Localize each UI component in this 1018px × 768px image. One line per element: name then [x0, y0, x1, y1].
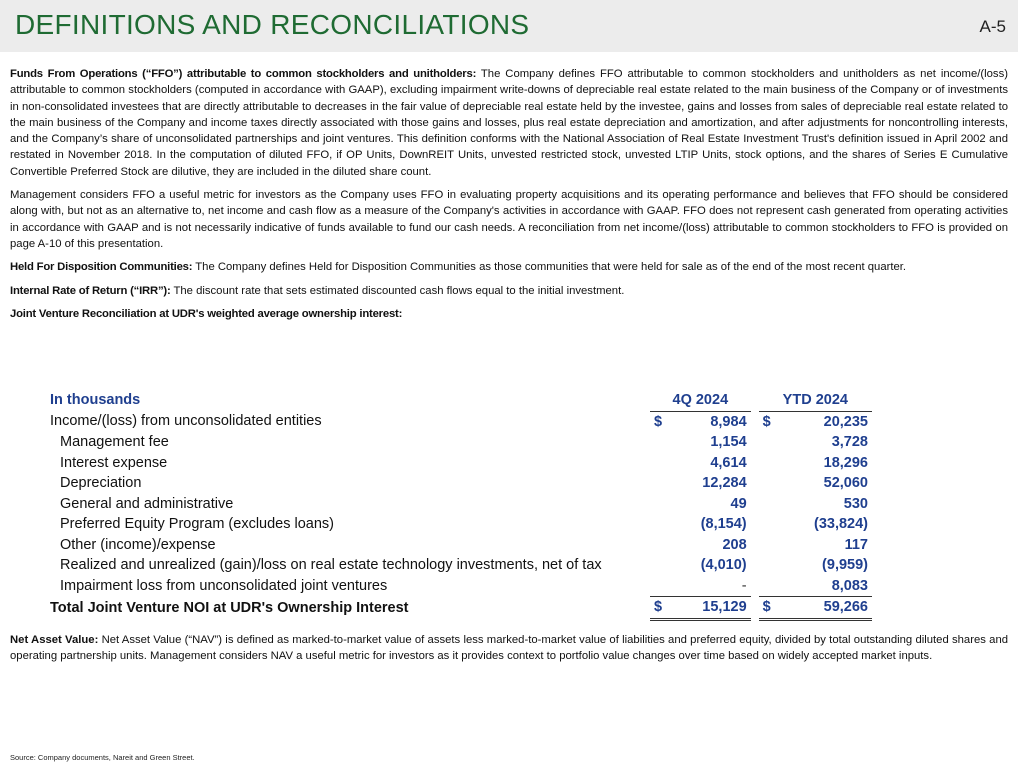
header-bar — [0, 0, 1018, 52]
currency-symbol: $ — [650, 597, 672, 620]
jv-heading: Joint Venture Reconciliation at UDR's weighted average ownership interest: — [10, 307, 403, 320]
ffo-term: Funds From Operations (“FFO”) attributable to common stockholders and unitholders: — [10, 68, 477, 80]
row-label: Preferred Equity Program (excludes loans) — [60, 516, 335, 532]
total-row — [50, 597, 872, 620]
row-label: Income/(loss) from unconsolidated entities — [50, 413, 322, 430]
management-text: Management considers FFO a useful metric for investors as the Company uses FFO in evaluating property acquisitions and its operating performance and believes that FFO should be considered along with, but not as an alternative to, net income and cash flow as a measure of the Company's activities in accordance with GAAP. FFO does not represent cash generated from operating activities in accordance with GAAP and is not necessarily indicative of funds available to fund our cash needs. A reconciliation from net income/(loss) attributable to common stockholders to FFO is provided on page A-10 of this presentation. — [10, 189, 1008, 250]
row-label: Impairment loss from unconsolidated joint ventures — [60, 577, 388, 594]
value-4q: 4,614 — [710, 454, 747, 471]
jv-heading-paragraph — [10, 306, 1008, 322]
page-number: A-5 — [979, 17, 1006, 36]
value-ytd: 3,728 — [831, 434, 868, 450]
value-ytd: 52,060 — [823, 475, 868, 491]
nav-term: Net Asset Value: — [10, 634, 99, 646]
currency-symbol: $ — [762, 413, 771, 430]
value-4q: 8,984 — [710, 413, 747, 430]
table-row — [50, 535, 872, 556]
value-4q: - — [741, 577, 747, 594]
source-note: Source: Company documents, Nareit and Green Street. — [10, 753, 195, 762]
row-label: Interest expense — [60, 454, 168, 471]
irr-paragraph — [10, 283, 1008, 299]
value-ytd: (9,959) — [822, 557, 868, 573]
table-row — [50, 514, 872, 535]
table-row — [50, 473, 872, 494]
row-label: Realized and unrealized (gain)/loss on real estate technology investments, net of tax — [60, 557, 602, 573]
table-row — [50, 576, 872, 597]
management-paragraph — [10, 187, 1008, 252]
currency-symbol: $ — [759, 597, 781, 620]
value-4q: 1,154 — [710, 434, 747, 450]
jv-header-row — [50, 390, 872, 411]
value-ytd: 20,235 — [823, 413, 868, 430]
jv-header-label: In thousands — [50, 392, 141, 409]
total-4q: 15,129 — [672, 597, 751, 620]
nav-text: Net Asset Value (“NAV”) is defined as marked-to-market value of assets less marked-to-market value of liabilities and preferred equity, divided by total outstanding diluted shares and operating partnership units. Management considers NAV a useful metric for investors as it provides context to portfolio value changes over time based on widely accepted market inputs. — [10, 634, 1009, 663]
table-row — [50, 494, 872, 515]
value-4q: 49 — [730, 495, 747, 512]
hfd-text: The Company defines Held for Disposition Communities as those communities that were held for sale as of the end of the most recent quarter. — [192, 261, 907, 274]
total-ytd: 59,266 — [781, 597, 872, 620]
value-ytd: 117 — [844, 536, 868, 553]
ffo-text: The Company defines FFO attributable to common stockholders and unitholders as net income/(loss) attributable to common stockholders (computed in accordance with GAAP), excluding impairment write-downs of depreciable real estate related to the main business of the Company or of investments in non-consolidated investees that are directly attributable to decreases in the fair value of depreciable real estate held by the investee, gains and losses from sales of depreciable real estate related to the main business of the Company and income taxes directly associated with those gains and losses, plus real estate depreciation and amortization, and after adjustments for noncontrolling interests, and the Company’s share of unconsolidated partnerships and joint ventures. This definition conforms with the National Association of Real Estate Investment Trust's definition issued in April 2002 and restated in November 2018. In the computation of diluted FFO, if OP Units, DownREIT Units, unvested restricted stock, unvested LTIP Units, stock options, and the shares of Series E Cumulative Convertible Preferred Stock are dilutive, they are included in the diluted share count. — [10, 68, 1008, 178]
value-ytd: 18,296 — [823, 454, 868, 471]
value-4q: 208 — [722, 536, 747, 553]
value-4q: (4,010) — [700, 557, 747, 573]
table-row — [50, 453, 872, 474]
row-label: General and administrative — [60, 495, 234, 512]
value-ytd: 530 — [843, 495, 868, 512]
jv-col2-header: YTD 2024 — [759, 390, 872, 411]
row-label: Management fee — [60, 434, 169, 450]
definitions-body — [10, 66, 1008, 329]
value-4q: 12,284 — [702, 475, 747, 491]
value-4q: (8,154) — [700, 516, 747, 532]
page-title: DEFINITIONS AND RECONCILIATIONS — [15, 9, 530, 40]
value-ytd: 8,083 — [831, 577, 868, 594]
ffo-paragraph — [10, 66, 1008, 180]
jv-col1-header: 4Q 2024 — [650, 390, 751, 411]
row-label: Depreciation — [60, 475, 142, 491]
table-row — [50, 432, 872, 453]
jv-reconciliation-table — [50, 390, 872, 621]
value-ytd: (33,824) — [813, 516, 868, 532]
hfd-term: Held For Disposition Communities: — [10, 261, 193, 274]
nav-paragraph — [10, 632, 1008, 665]
table-row — [50, 411, 872, 432]
table-row — [50, 555, 872, 576]
hfd-paragraph — [10, 259, 1008, 275]
irr-term: Internal Rate of Return (“IRR”): — [10, 284, 171, 297]
currency-symbol: $ — [654, 413, 663, 430]
total-label: Total Joint Venture NOI at UDR's Ownership Interest — [50, 599, 409, 616]
row-label: Other (income)/expense — [60, 536, 216, 553]
irr-text: The discount rate that sets estimated discounted cash flows equal to the initial investment. — [170, 284, 625, 297]
